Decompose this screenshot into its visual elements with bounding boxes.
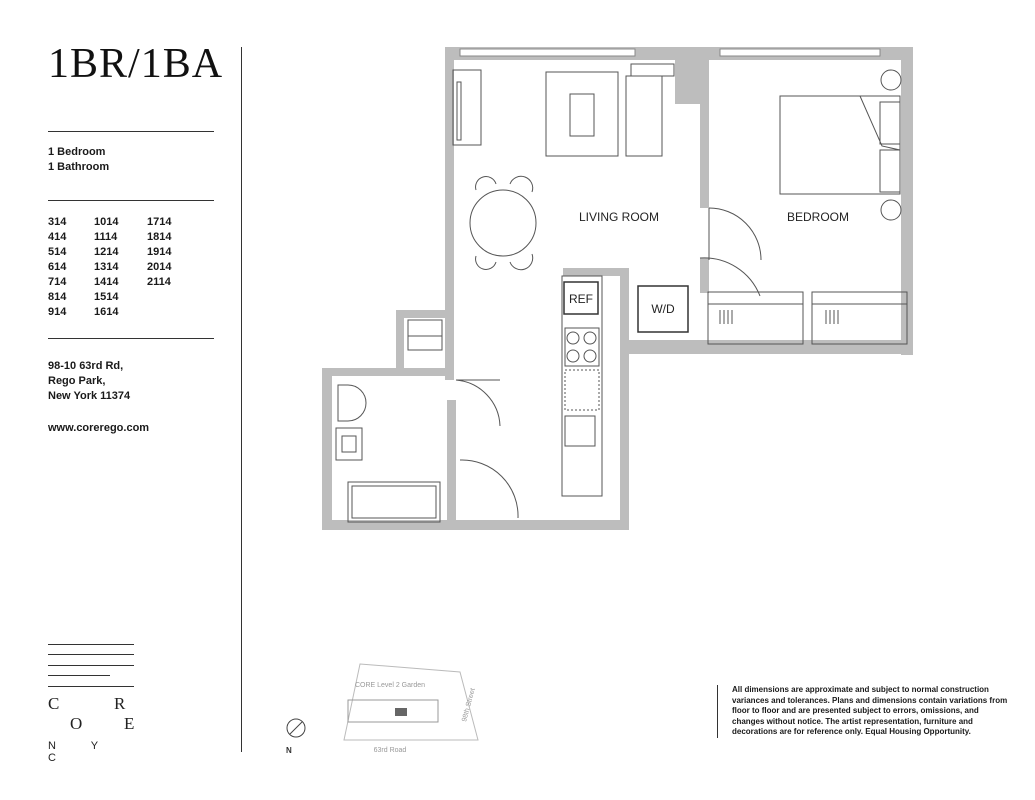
unit-number: 514 <box>48 246 67 258</box>
unit-number: 1314 <box>94 261 119 273</box>
unit-number: 1814 <box>147 231 172 243</box>
bathroom-count: 1 Bathroom <box>48 161 110 173</box>
building-name: CORE Level 2 Garden <box>354 682 426 689</box>
unit-number: 1014 <box>94 216 119 228</box>
unit-number: 714 <box>48 276 67 288</box>
living-room-label: LIVING ROOM <box>578 210 660 224</box>
unit-number: 914 <box>48 306 67 318</box>
unit-number: 814 <box>48 291 67 303</box>
address-line: Rego Park, <box>48 375 106 387</box>
site-plan <box>280 650 510 760</box>
site-outline <box>344 664 478 740</box>
unit-column-1 <box>48 215 66 320</box>
unit-number: 1614 <box>94 306 119 318</box>
unit-number: 314 <box>48 216 67 228</box>
address-line: 98-10 63rd Rd, <box>48 360 124 372</box>
disclaimer: All dimensions are approximate and subject to normal construction variances and tolerances. Plans and dimensions contain variations from floor to floor and are presented subject to errors, omissions, and changes without notice. The artist representation, furniture and decorations are for reference only. Equal Housing Opportunity. <box>717 685 1010 738</box>
street-label: 98th Street <box>461 687 477 723</box>
kitchen <box>562 276 602 496</box>
unit-number: 2114 <box>147 276 171 288</box>
unit-number: 1914 <box>147 246 172 258</box>
floor-plan <box>300 40 920 540</box>
unit-column-2 <box>94 215 118 320</box>
core-nyc-logo <box>48 644 138 764</box>
unit-number: 1114 <box>94 231 118 243</box>
ref-label: REF <box>569 292 593 306</box>
bedroom-count: 1 Bedroom <box>48 146 106 158</box>
building-footprint <box>348 700 438 722</box>
divider <box>48 338 214 339</box>
unit-number: 1714 <box>147 216 172 228</box>
unit-number: 414 <box>48 231 67 243</box>
address-line: New York 11374 <box>48 390 131 402</box>
divider <box>48 200 214 201</box>
unit-summary <box>48 145 109 175</box>
divider <box>48 131 214 132</box>
logo-city: N Y C <box>48 740 99 764</box>
logo-letter: E <box>124 714 135 733</box>
bedroom-label: BEDROOM <box>786 210 850 224</box>
street-label: 63rd Road <box>373 747 407 754</box>
north-label: N <box>286 746 292 755</box>
bathroom-fixtures <box>336 380 518 522</box>
logo-letter: O <box>70 714 83 733</box>
unit-number: 1414 <box>94 276 119 288</box>
unit-number: 1214 <box>94 246 119 258</box>
address <box>48 359 130 404</box>
website-link[interactable]: www.corerego.com <box>48 422 150 434</box>
logo-letter: C <box>48 694 60 713</box>
unit-column-3 <box>147 215 171 290</box>
page-title: 1BR/1BA <box>48 41 224 87</box>
wd-label: W/D <box>651 302 675 316</box>
living-furniture <box>453 64 761 270</box>
closet <box>408 320 442 350</box>
unit-number: 614 <box>48 261 67 273</box>
unit-number: 1514 <box>94 291 119 303</box>
unit-number: 2014 <box>147 261 172 273</box>
vertical-divider <box>241 47 242 752</box>
bedroom-furniture <box>700 70 907 344</box>
unit-location <box>395 708 407 716</box>
logo-letter: R <box>114 694 126 713</box>
